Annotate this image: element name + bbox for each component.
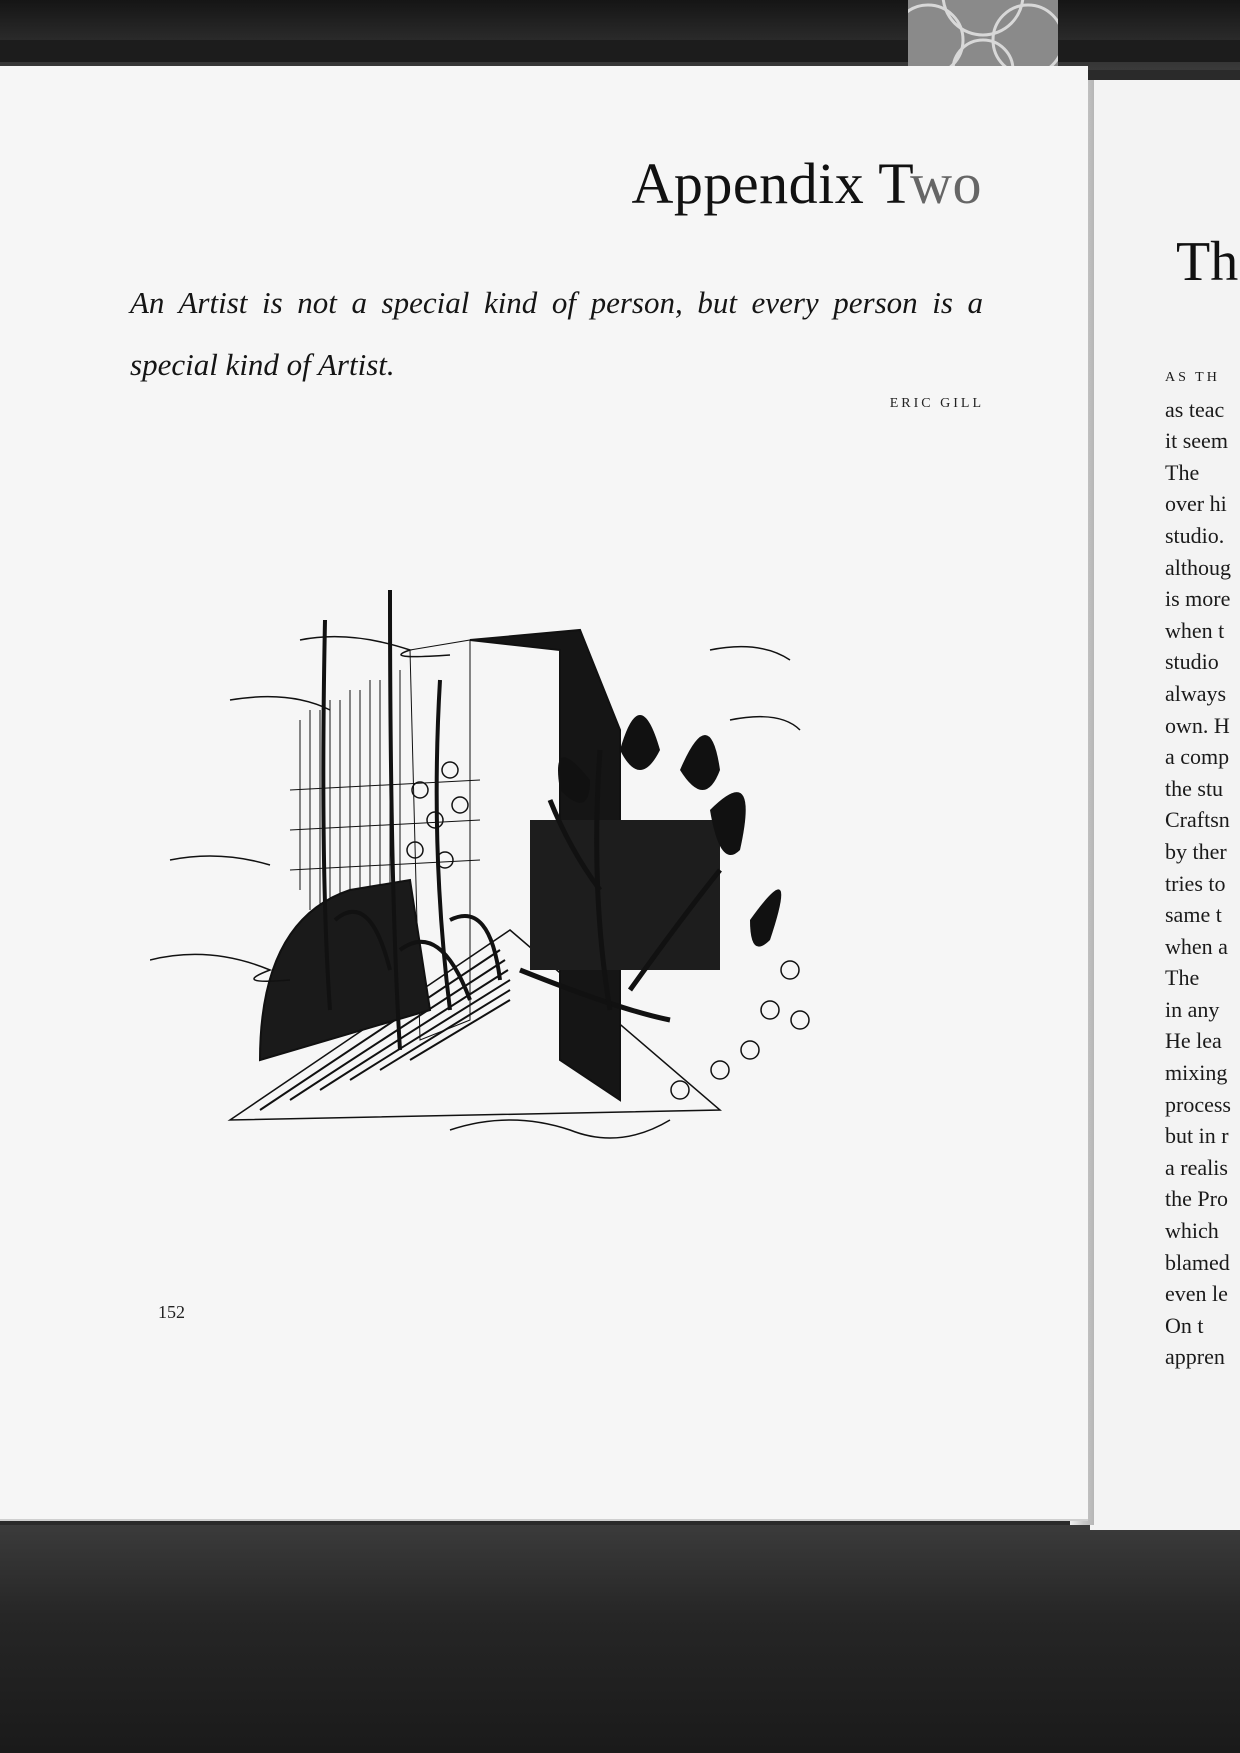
facing-page-line: process (1165, 1091, 1231, 1117)
epigraph-quote: An Artist is not a special kind of person, but every person is a special kind of Artist. (130, 285, 983, 382)
facing-page-line: tries to (1165, 870, 1226, 896)
facing-page-line: in any (1165, 996, 1220, 1022)
facing-page-line: by ther (1165, 838, 1227, 864)
garden-house-illustration-icon (150, 590, 870, 1195)
facing-page-line: when t (1165, 617, 1225, 643)
facing-page-line: althoug (1165, 554, 1231, 580)
page-number: 152 (158, 1302, 185, 1322)
facing-page-line: The (1165, 965, 1200, 991)
facing-page-line: which (1165, 1218, 1219, 1244)
page-title: Appendix Two (631, 151, 982, 216)
facing-page-line: even le (1165, 1281, 1228, 1307)
facing-page-line: a comp (1165, 744, 1230, 770)
facing-page-line: same t (1165, 902, 1222, 928)
facing-page-title: Th (1176, 231, 1239, 293)
facing-page-line: the Pro (1165, 1186, 1228, 1212)
facing-page-line: studio. (1165, 522, 1225, 548)
facing-page-line: studio (1165, 649, 1219, 675)
facing-page-line: On t (1165, 1312, 1204, 1338)
facing-page-line: but in r (1165, 1123, 1229, 1149)
facing-page-text (1165, 362, 1231, 1373)
facing-page (1090, 80, 1240, 1530)
facing-page-line: He lea (1165, 1028, 1222, 1054)
facing-page-line: the stu (1165, 775, 1224, 801)
quote-attribution: ERIC GILL (889, 396, 984, 411)
facing-page-line: own. H (1165, 712, 1230, 738)
facing-page-line: Craftsn (1165, 807, 1230, 833)
facing-page-line: mixing (1165, 1060, 1228, 1086)
facing-page-line: when a (1165, 933, 1228, 959)
facing-page-line: The (1165, 459, 1200, 485)
facing-page-line: always (1165, 680, 1227, 706)
facing-page-line: appren (1165, 1344, 1225, 1370)
facing-page-line: is more (1165, 586, 1231, 612)
facing-page-line: it seem (1165, 428, 1228, 454)
facing-page-line: a realis (1165, 1154, 1228, 1180)
scanner-bottom-edge (0, 1525, 1240, 1753)
facing-page-line: AS TH (1165, 370, 1220, 385)
facing-page-line: as teac (1165, 396, 1225, 422)
facing-page-line: over hi (1165, 491, 1227, 517)
facing-page-line: blamed (1165, 1249, 1230, 1275)
